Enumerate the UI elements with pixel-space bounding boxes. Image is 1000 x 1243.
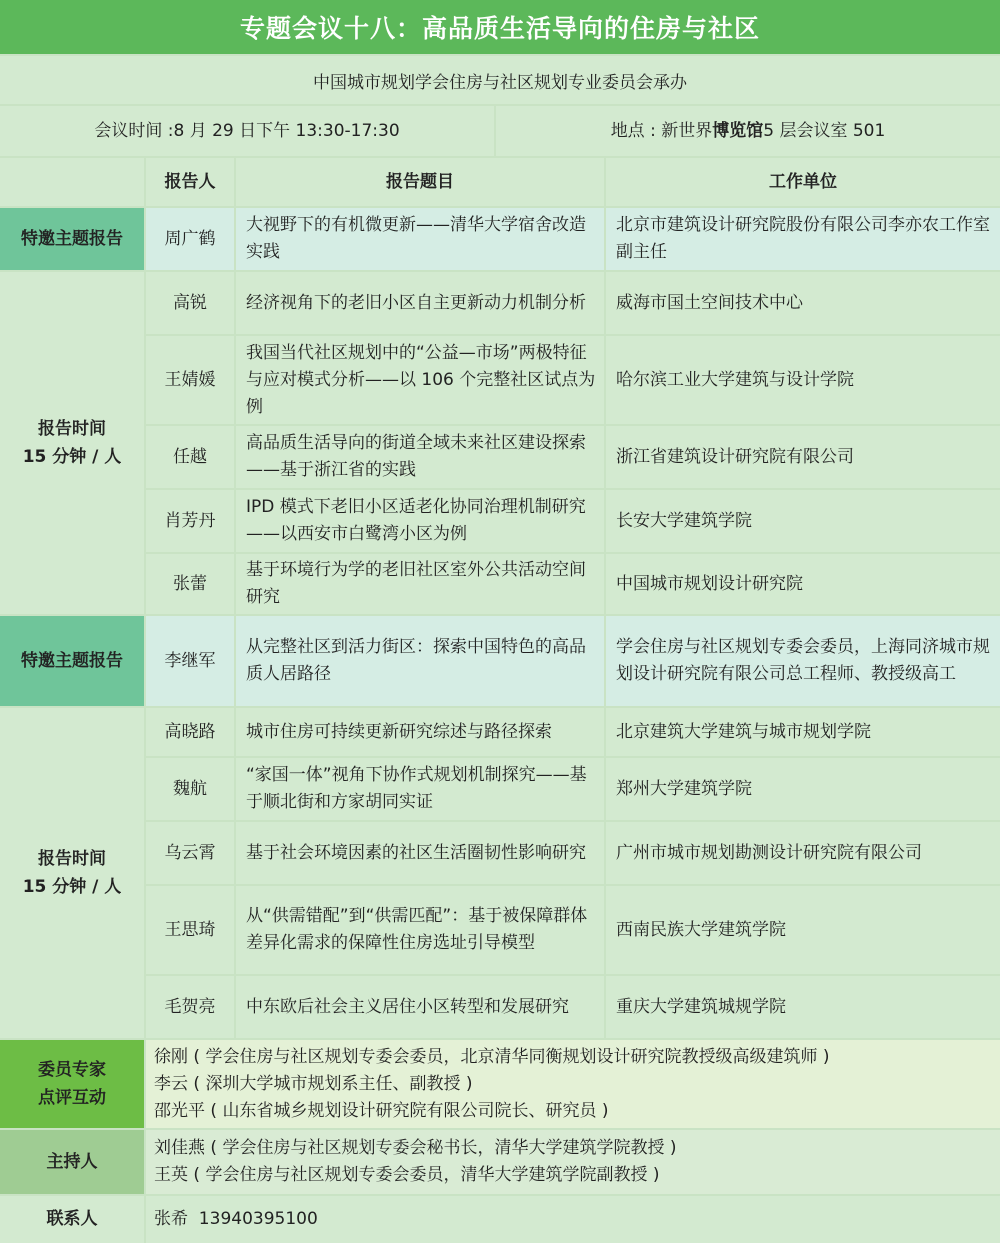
header-topic: 报告题目 (236, 158, 604, 206)
report-unit: 重庆大学建筑城规学院 (606, 976, 1000, 1038)
report-unit: 浙江省建筑设计研究院有限公司 (606, 426, 1000, 488)
report-topic: IPD 模式下老旧小区适老化协同治理机制研究——以西安市白鹭湾小区为例 (236, 490, 604, 552)
section-report-time (0, 708, 144, 1038)
report-topic: 高品质生活导向的街道全域未来社区建设探索——基于浙江省的实践 (236, 426, 604, 488)
reporter-name: 高锐 (146, 272, 234, 334)
section-special-report: 特邀主题报告 (0, 208, 144, 270)
section-host: 主持人 (0, 1130, 144, 1194)
reporter-name: 周广鹤 (146, 208, 234, 270)
report-topic: 从完整社区到活力街区：探索中国特色的高品质人居路径 (236, 616, 604, 706)
report-topic: 基于社会环境因素的社区生活圈韧性影响研究 (236, 822, 604, 884)
report-topic: 中东欧后社会主义居住小区转型和发展研究 (236, 976, 604, 1038)
report-unit: 郑州大学建筑学院 (606, 758, 1000, 820)
section-contact: 联系人 (0, 1196, 144, 1243)
reporter-name: 高晓路 (146, 708, 234, 756)
report-time-duration: 15 分钟 / 人 (22, 447, 122, 467)
reporter-name: 任越 (146, 426, 234, 488)
report-topic: 城市住房可持续更新研究综述与路径探索 (236, 708, 604, 756)
report-topic: 基于环境行为学的老旧社区室外公共活动空间研究 (236, 554, 604, 614)
report-unit: 西南民族大学建筑学院 (606, 886, 1000, 974)
meeting-time: 会议时间 :8 月 29 日下午 13:30-17:30 (0, 106, 494, 156)
reviewer-item: 徐刚 ( 学会住房与社区规划专委会委员，北京清华同衡规划设计研究院教授级高级建筑师 ) (154, 1046, 830, 1067)
reporter-name: 李继军 (146, 616, 234, 706)
reporter-name: 王婧媛 (146, 336, 234, 424)
header-blank (0, 158, 144, 206)
location-suffix: 5 层会议室 501 (763, 120, 886, 141)
header-reporter: 报告人 (146, 158, 234, 206)
report-time-label: 报告时间 (38, 849, 106, 869)
report-topic: 大视野下的有机微更新——清华大学宿舍改造实践 (236, 208, 604, 270)
reviewer-item: 李云 ( 深圳大学城市规划系主任、副教授 ) (154, 1073, 473, 1094)
location-venue: 博览馆 (712, 120, 764, 141)
reporter-name: 魏航 (146, 758, 234, 820)
reporter-name: 乌云霄 (146, 822, 234, 884)
reviewer-list (146, 1040, 1000, 1128)
report-unit: 学会住房与社区规划专委会委员，上海同济城市规划设计研究院有限公司总工程师、教授级高工 (606, 616, 1000, 706)
reporter-name: 毛贺亮 (146, 976, 234, 1038)
review-label-line2: 点评互动 (38, 1088, 106, 1108)
report-unit: 长安大学建筑学院 (606, 490, 1000, 552)
report-time-duration: 15 分钟 / 人 (22, 877, 122, 897)
report-topic: “家国一体”视角下协作式规划机制探究——基于顺北街和方家胡同实证 (236, 758, 604, 820)
section-report-time (0, 272, 144, 614)
host-item: 王英 ( 学会住房与社区规划专委会委员，清华大学建筑学院副教授 ) (154, 1165, 660, 1185)
report-topic: 我国当代社区规划中的“公益—市场”两极特征与应对模式分析——以 106 个完整社区试点为例 (236, 336, 604, 424)
report-unit: 广州市城市规划勘测设计研究院有限公司 (606, 822, 1000, 884)
report-unit: 北京市建筑设计研究院股份有限公司李亦农工作室副主任 (606, 208, 1000, 270)
reporter-name: 王思琦 (146, 886, 234, 974)
report-unit: 威海市国土空间技术中心 (606, 272, 1000, 334)
reviewer-item: 邵光平 ( 山东省城乡规划设计研究院有限公司院长、研究员 ) (154, 1100, 609, 1121)
page-title: 专题会议十八：高品质生活导向的住房与社区 (0, 0, 1000, 54)
report-unit: 北京建筑大学建筑与城市规划学院 (606, 708, 1000, 756)
report-unit: 中国城市规划设计研究院 (606, 554, 1000, 614)
organizer-line: 中国城市规划学会住房与社区规划专业委员会承办 (0, 56, 1000, 104)
reporter-name: 张蕾 (146, 554, 234, 614)
reporter-name: 肖芳丹 (146, 490, 234, 552)
host-item: 刘佳燕 ( 学会住房与社区规划专委会秘书长，清华大学建筑学院教授 ) (154, 1138, 677, 1158)
location-prefix: 地点 : 新世界 (610, 120, 713, 141)
report-topic: 从“供需错配”到“供需匹配”：基于被保障群体差异化需求的保障性住房选址引导模型 (236, 886, 604, 974)
report-unit: 哈尔滨工业大学建筑与设计学院 (606, 336, 1000, 424)
report-topic: 经济视角下的老旧小区自主更新动力机制分析 (236, 272, 604, 334)
contact-info: 张希 13940395100 (146, 1196, 1000, 1243)
report-time-label: 报告时间 (38, 419, 106, 439)
section-expert-review (0, 1040, 144, 1128)
header-unit: 工作单位 (606, 158, 1000, 206)
review-label-line1: 委员专家 (38, 1060, 106, 1080)
host-list (146, 1130, 1000, 1194)
section-special-report: 特邀主题报告 (0, 616, 144, 706)
meeting-location (496, 106, 1000, 156)
